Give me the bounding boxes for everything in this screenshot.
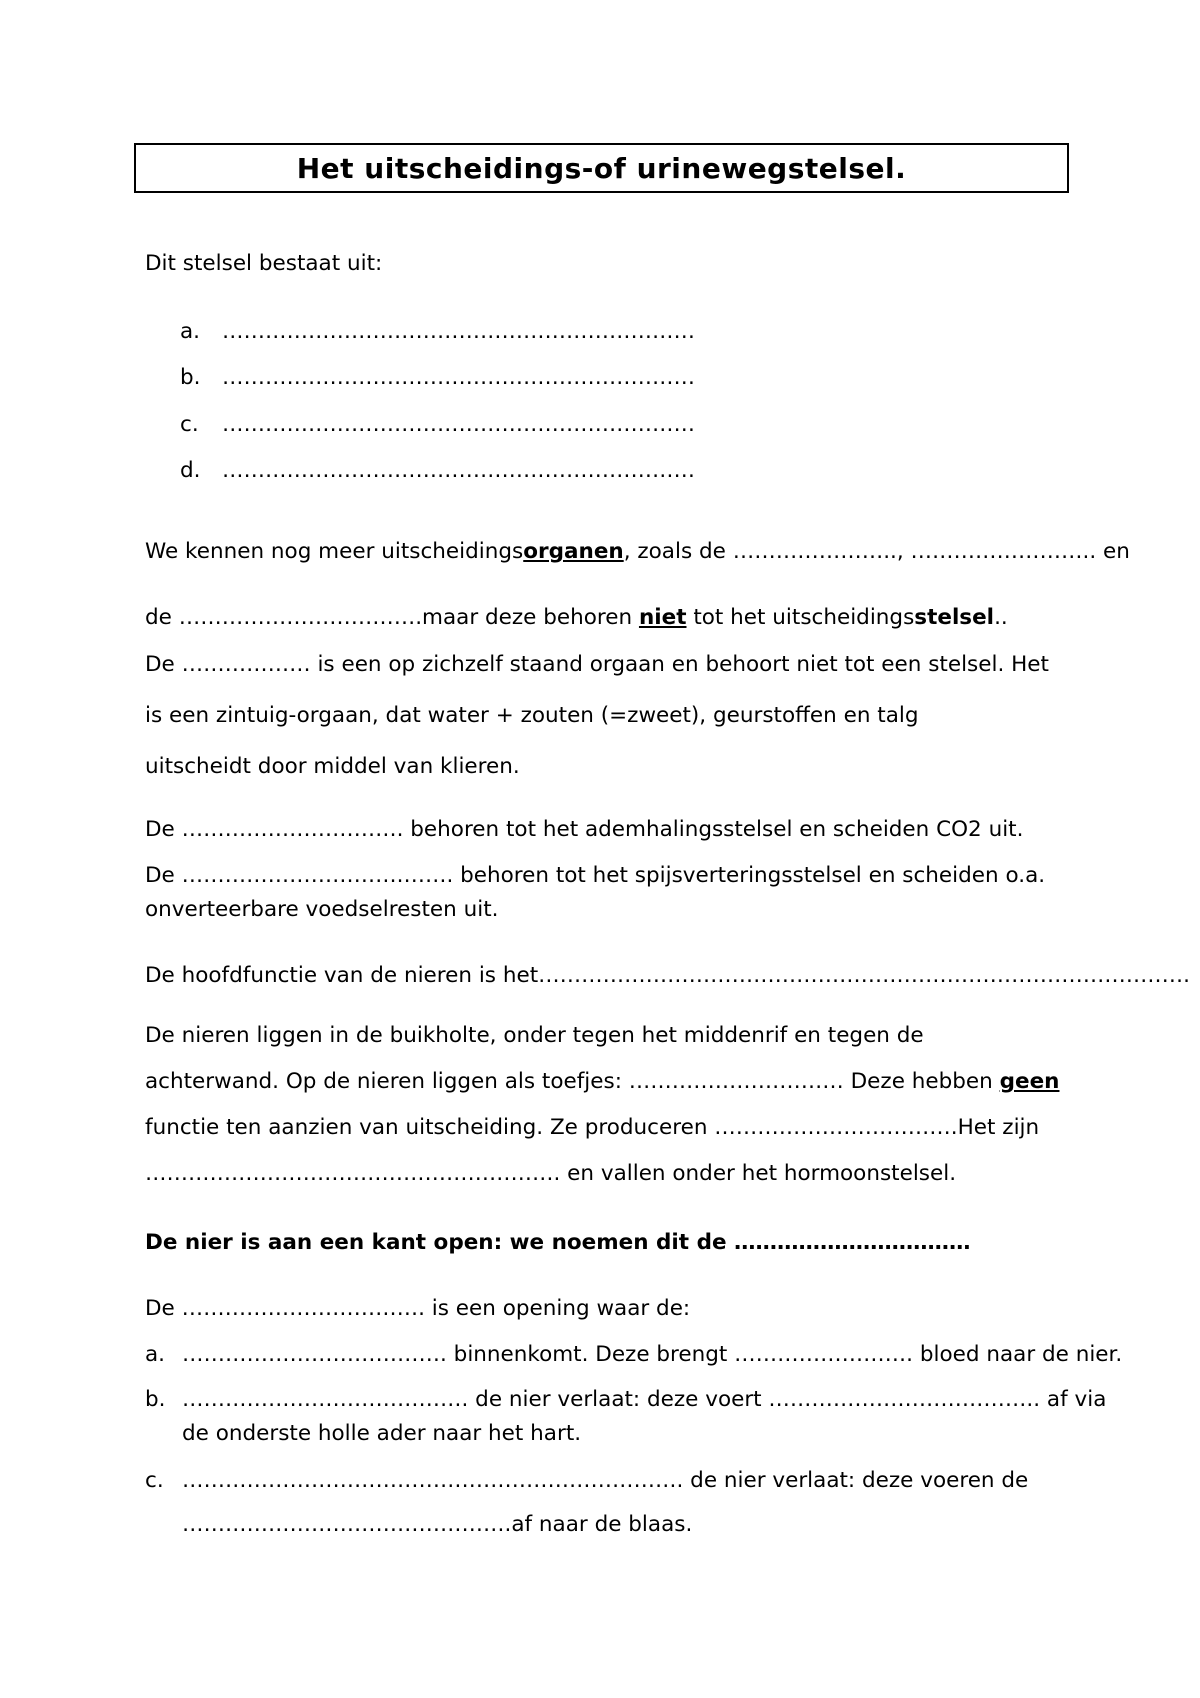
- text-run: ……………………………………….af naar de blaas.: [182, 1512, 693, 1537]
- list-item-a: [145, 1341, 1122, 1369]
- list-letter: a.: [145, 1342, 166, 1367]
- answer-blank: …………………………………………………………: [222, 412, 695, 437]
- underlined-word: organen: [523, 539, 624, 564]
- answer-blank: …………………………………………………………: [222, 458, 695, 483]
- list-letter: c.: [145, 1468, 164, 1493]
- paragraph-line: is een zintuig-orgaan, dat water + zouten (=zweet), geurstoffen en talg: [145, 703, 919, 728]
- paragraph-line: [145, 1068, 1059, 1096]
- bold-word: stelsel: [914, 605, 995, 630]
- text-run: …………………………………. de nier verlaat: deze voert ……………………………….. af via: [182, 1387, 1107, 1412]
- paragraph-line: De nieren liggen in de buikholte, onder tegen het middenrif en tegen de: [145, 1023, 924, 1048]
- text-run: ..: [994, 605, 1008, 630]
- text-run: We kennen nog meer uitscheidings: [145, 539, 524, 564]
- title-box: [134, 143, 1069, 193]
- text-run: de onderste holle ader naar het hart.: [182, 1421, 582, 1446]
- paragraph-line: De …………………………. behoren tot het ademhalingsstelsel en scheiden CO2 uit.: [145, 817, 1024, 842]
- underlined-word: niet: [638, 605, 687, 630]
- paragraph-line: onverteerbare voedselresten uit.: [145, 897, 499, 922]
- list-item-a: [180, 318, 695, 346]
- list-item-c: [145, 1467, 1028, 1495]
- paragraph-line: De ……………… is een op zichzelf staand orgaan en behoort niet tot een stelsel. Het: [145, 652, 1049, 677]
- list-item-d: [180, 457, 695, 485]
- paragraph-line: functie ten aanzien van uitscheiding. Ze produceren …………………………….Het zijn: [145, 1115, 1040, 1140]
- paragraph-line: …………………………………………………. en vallen onder het hormoonstelsel.: [145, 1161, 957, 1186]
- text-run: de …………………………….maar deze behoren: [145, 605, 639, 630]
- page-title: Het uitscheidings-of urinewegstelsel.: [296, 151, 907, 185]
- bold-question-line: De nier is aan een kant open: we noemen dit de ……………………………: [145, 1230, 971, 1255]
- answer-blank: …………………………………………………………: [222, 319, 695, 344]
- paragraph-line: [145, 604, 1008, 632]
- paragraph-line: [145, 538, 1130, 566]
- list-letter: c.: [180, 412, 199, 437]
- answer-blank: …………………………………………………………: [222, 365, 695, 390]
- list-letter: b.: [180, 365, 201, 390]
- list-item-c: [180, 411, 695, 439]
- underlined-word: geen: [999, 1069, 1060, 1094]
- list-item-b: [180, 364, 695, 392]
- list-letter: b.: [145, 1387, 166, 1412]
- list-letter: d.: [180, 458, 201, 483]
- list-item-b-continuation: [145, 1420, 581, 1448]
- paragraph-line: uitscheidt door middel van klieren.: [145, 754, 520, 779]
- list-letter: a.: [180, 319, 201, 344]
- text-run: ……………………………………………………………. de nier verlaat: deze voeren de: [182, 1468, 1029, 1493]
- intro-text: Dit stelsel bestaat uit:: [145, 251, 383, 276]
- paragraph-line: De hoofdfunctie van de nieren is het……………………………………………………………………………….: [145, 963, 1190, 988]
- paragraph-line: De ………………………….……. behoren tot het spijsverteringsstelsel en scheiden o.a.: [145, 863, 1046, 888]
- text-run: ………………………………. binnenkomt. Deze brengt ……………………. bloed naar de nier.: [182, 1342, 1123, 1367]
- text-run: , zoals de ………………….., …………………….. en: [623, 539, 1130, 564]
- list-item-c-continuation: [145, 1511, 692, 1539]
- list-item-b: [145, 1386, 1106, 1414]
- paragraph-line: De ……………………………. is een opening waar de:: [145, 1296, 691, 1321]
- text-run: tot het uitscheidings: [686, 605, 915, 630]
- text-run: achterwand. Op de nieren liggen als toefjes: ………………………… Deze hebben: [145, 1069, 1000, 1094]
